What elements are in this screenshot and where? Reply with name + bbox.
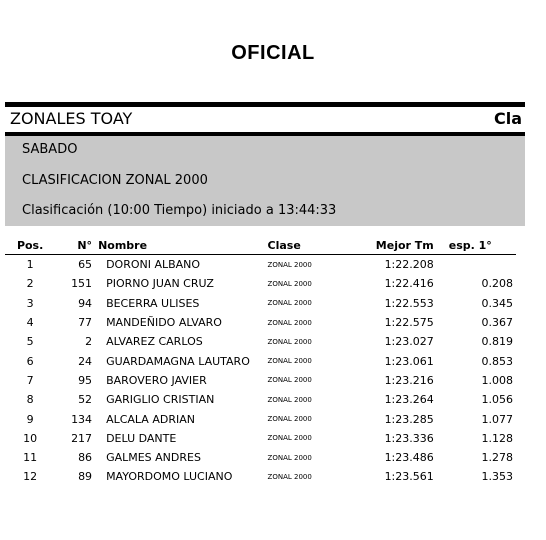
cell-number: 89 [78, 470, 93, 484]
cell-number: 134 [71, 412, 93, 426]
table-row [5, 467, 516, 486]
cell-class: ZONAL 2000 [267, 472, 312, 481]
cell-gap: 1.056 [481, 393, 513, 407]
cell-number: 94 [78, 296, 93, 310]
cell-name: BAROVERO JAVIER [106, 373, 207, 387]
cell-class: ZONAL 2000 [267, 357, 312, 366]
cell-class: ZONAL 2000 [267, 395, 312, 404]
cell-number: 95 [78, 373, 93, 387]
cell-name: ALCALA ADRIAN [106, 412, 195, 426]
cell-gap: 1.353 [481, 470, 513, 484]
cell-number: 52 [78, 393, 93, 407]
cell-best-time: 1:23.486 [384, 451, 434, 465]
event-title-right-fragment: Cla [494, 109, 523, 128]
cell-class: ZONAL 2000 [267, 415, 312, 424]
cell-pos: 6 [26, 354, 34, 368]
cell-number: 2 [85, 335, 93, 349]
table-row [5, 332, 516, 351]
top-divider [5, 102, 525, 107]
cell-name: GARIGLIO CRISTIAN [106, 393, 215, 407]
cell-class: ZONAL 2000 [267, 279, 312, 288]
cell-pos: 8 [26, 393, 34, 407]
cell-pos: 2 [26, 277, 34, 291]
table-header-row [5, 236, 516, 255]
cell-best-time: 1:22.553 [384, 296, 434, 310]
cell-name: GALMES ANDRES [106, 451, 201, 465]
cell-pos: 11 [23, 451, 38, 465]
table-row [5, 294, 516, 313]
cell-gap: 0.367 [481, 316, 513, 330]
cell-number: 24 [78, 354, 93, 368]
col-header-number: N° [55, 236, 96, 255]
cell-name: MANDEÑIDO ALVARO [106, 316, 222, 330]
session-info-box [5, 136, 525, 226]
table-row [5, 390, 516, 409]
session-category: CLASIFICACION ZONAL 2000 [22, 173, 208, 188]
cell-class: ZONAL 2000 [267, 318, 312, 327]
cell-best-time: 1:23.285 [384, 412, 434, 426]
cell-number: 77 [78, 316, 93, 330]
results-table [5, 236, 516, 487]
cell-best-time: 1:22.575 [384, 316, 434, 330]
table-row [5, 448, 516, 467]
cell-number: 86 [78, 451, 93, 465]
cell-pos: 10 [23, 431, 38, 445]
cell-pos: 5 [26, 335, 34, 349]
cell-name: ALVAREZ CARLOS [106, 335, 203, 349]
cell-gap: 0.853 [481, 354, 513, 368]
cell-pos: 4 [26, 316, 34, 330]
cell-name: DORONI ALBANO [106, 258, 201, 272]
col-header-pos: Pos. [5, 236, 55, 255]
cell-class: ZONAL 2000 [267, 453, 312, 462]
col-header-best-time: Mejor Tm [338, 236, 437, 255]
table-row [5, 371, 516, 390]
cell-gap: 0.819 [481, 335, 513, 349]
cell-class: ZONAL 2000 [267, 260, 312, 269]
event-title: ZONALES TOAY [10, 109, 133, 128]
cell-gap: 0.345 [481, 296, 513, 310]
cell-best-time: 1:23.027 [384, 335, 434, 349]
cell-gap: 1.278 [481, 451, 513, 465]
cell-class: ZONAL 2000 [267, 434, 312, 443]
cell-pos: 12 [23, 470, 38, 484]
cell-best-time: 1:22.208 [384, 258, 434, 272]
cell-number: 217 [71, 431, 93, 445]
cell-best-time: 1:23.264 [384, 393, 434, 407]
cell-class: ZONAL 2000 [267, 337, 312, 346]
table-row [5, 429, 516, 448]
cell-pos: 3 [26, 296, 34, 310]
cell-pos: 9 [26, 412, 34, 426]
table-row [5, 313, 516, 332]
table-row [5, 274, 516, 293]
cell-class: ZONAL 2000 [267, 299, 312, 308]
cell-class: ZONAL 2000 [267, 376, 312, 385]
session-description: Clasificación (10:00 Tiempo) iniciado a 13:44:33 [22, 203, 337, 218]
cell-best-time: 1:22.416 [384, 277, 434, 291]
results-body [5, 255, 516, 487]
col-header-class: Clase [268, 236, 339, 255]
cell-pos: 7 [26, 373, 34, 387]
cell-number: 65 [78, 258, 93, 272]
session-day: SABADO [22, 142, 78, 157]
table-row [5, 255, 516, 275]
cell-number: 151 [71, 277, 93, 291]
cell-gap [437, 255, 516, 275]
cell-best-time: 1:23.336 [384, 431, 434, 445]
cell-name: MAYORDOMO LUCIANO [106, 470, 233, 484]
col-header-name: Nombre [96, 236, 267, 255]
cell-best-time: 1:23.216 [384, 373, 434, 387]
cell-best-time: 1:23.061 [384, 354, 434, 368]
cell-gap: 1.077 [481, 412, 513, 426]
status-title: OFICIAL [231, 42, 315, 64]
cell-name: PIORNO JUAN CRUZ [106, 277, 214, 291]
cell-gap: 1.008 [481, 373, 513, 387]
cell-gap: 0.208 [481, 277, 513, 291]
cell-name: GUARDAMAGNA LAUTARO [106, 354, 250, 368]
table-row [5, 351, 516, 370]
col-header-gap: esp. 1° [437, 236, 516, 255]
cell-name: BECERRA ULISES [106, 296, 200, 310]
table-row [5, 409, 516, 428]
cell-gap: 1.128 [481, 431, 513, 445]
cell-name: DELU DANTE [106, 431, 177, 445]
cell-pos: 1 [26, 258, 34, 272]
cell-best-time: 1:23.561 [384, 470, 434, 484]
